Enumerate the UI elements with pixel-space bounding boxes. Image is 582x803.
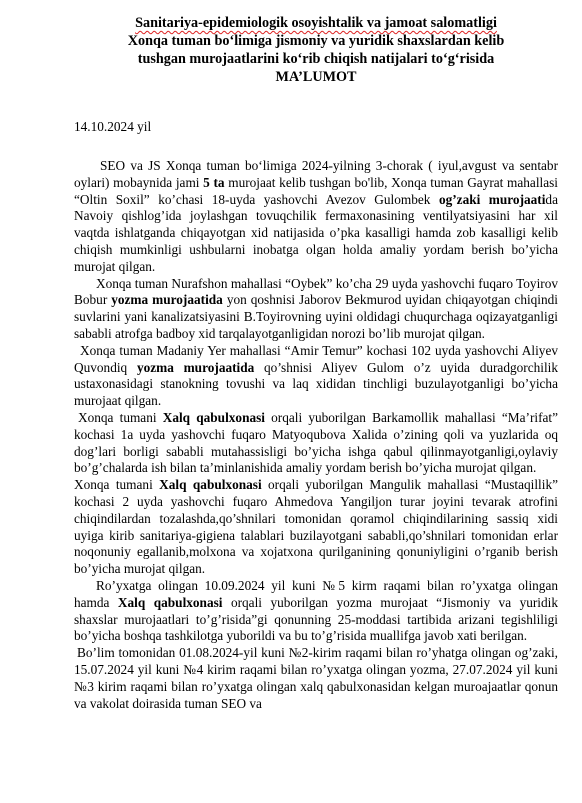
title-line-1 — [74, 14, 558, 32]
p4-text-a: Xonqa tumani — [78, 409, 163, 425]
p6-text-a: Ro’yxatga olingan 10.09.2024 yil kuni №5 kirm raqami bilan ro’yxatga olingan hamda — [74, 577, 558, 610]
p4-text-c: orqali yuborilgan Barkamollik mahallasi “Ma’rifat” kochasi 1a uyda yashovchi fuqaro Matyoqubova Xalida o’zining qoli va yuzlarida oq dog’lari borligi sababli mutahassisligi bo’yicha ishga qabul qilinmayotganligi,oylaviy bo’g’chalarda ish bilan ta’minlanishida amaliy yordam berish bo’yicha murojat qilgan. — [74, 409, 558, 476]
paragraph-7 — [74, 645, 558, 712]
title-line-4: MA’LUMOT — [275, 69, 357, 85]
p5-reception: Xalq qabulxonasi — [159, 477, 262, 493]
p2-text-a: Xonqa tuman Nurafshon mahallasi “Oybek” ko’cha 29 uyda yashovchi fuqaro Toyirov Bobur — [74, 275, 558, 308]
document-title — [74, 14, 558, 86]
p1-text-a: SEO va JS Xonqa tuman bo‘limiga 2024-yilning 3-chorak ( iyul,avgust va sentabr oylari) mobaynida jami — [74, 158, 558, 190]
document-page — [74, 14, 558, 712]
title-line-3: tushgan murojaatlarini ko‘rib chiqish natijalari to‘g‘risida — [137, 51, 495, 67]
p2-text-c: yon qoshnisi Jaborov Bekmurod uyidan chiqayotgan chiqindi suvlarini yani kanalizatsiyasini B.Toyirovning uyini oldidagi chuqurchaga oqizayatganligi sababli atrofga badboy xid tarqalayotganligidan norozi bo’lib murojat qilgan. — [74, 292, 558, 341]
p3-written-request: yozma murojaatida — [136, 359, 255, 375]
paragraph-3 — [74, 343, 558, 410]
p7-text-a: Bo’lim tomonidan 01.08.2024-yil kuni №2-kirim raqami bilan ro’yhatga olingan og’zaki, 15.07.2024 yil kuni №4 kirim raqami bilan ro’yxatga olingan yozma, 27.07.2024 yil kuni №3 kirim raqami bilan ro’yxatga olingan xalq qabulxonasidan kelgan muroajaatlar qonun va vakolat doirasida tuman SEO va — [74, 645, 558, 711]
p5-text-a: Xonqa tumani — [74, 477, 160, 493]
document-date: 14.10.2024 yil — [74, 119, 152, 134]
paragraph-5 — [74, 477, 558, 578]
p1-oral-request: og’zaki murojaati — [438, 191, 546, 207]
paragraph-6 — [74, 578, 558, 645]
p3-text-a: Xonqa tuman Madaniy Yer mahallasi “Amir Temur” kochasi 102 uyda yashovchi Aliyev Quvondiq — [74, 342, 558, 375]
p2-written-request: yozma murojaatida — [111, 292, 223, 308]
p1-text-c: murojaat kelib tushgan bo'lib, Xonqa tuman Gayrat mahallasi “Oltin Soxil” ko’chasi 18-uyda yashovchi Avezov Gulombek — [74, 174, 558, 207]
paragraph-2 — [74, 276, 558, 343]
p6-text-c: orqali yuborilgan yozma murojaat “Jismoniy va yuridik shaxslar murojaatlari to’g’risida”gi qonunning 25-moddasi tartibida arizani tegishliligi bo’yicha boshqa tashkilotga yuborildi va bu to’g’risida muallifga javob xati berilgan. — [74, 594, 558, 644]
p1-count: 5 ta — [203, 174, 225, 190]
p3-text-c: qo’shnisi Aliyev Gulom o’z uyida duradgorchilik ustaxonasidagi stanokning tovushi va laq xididan tinchligi buzulayotganligi bo’yicha murojaat qilgan. — [74, 359, 558, 409]
title-line-1-text: Sanitariya-epidemiologik osoyishtalik va jamoat salomatligi — [135, 15, 497, 31]
p5-text-c: orqali yuborilgan Mangulik mahallasi “Mustaqillik” kochasi 2 uyda yashovchi fuqaro Ahmedova Yangiljon turar joyini tevarak atrofini chiqindilardan tozalashda,qo’shnilari tomonidan qoramol chiqindilarining sassiq xidi uyiga kirib sanitariya-gigiena talablari buzilayotgani sababli,qo’shnilari tomonidan erlar noqonuniy egallanib,molxona va xojatxona qurilganining qonuniyligini o’rganib berish bo’yicha murojat qilgan. — [74, 477, 558, 577]
paragraph-1 — [74, 158, 558, 276]
title-line-2: Xonqa tuman bo‘limiga jismoniy va yuridik shaxslardan kelib — [127, 33, 505, 49]
p4-reception: Xalq qabulxonasi — [162, 409, 265, 425]
paragraph-4 — [74, 410, 558, 477]
p6-reception: Xalq qabulxonasi — [117, 594, 223, 610]
p1-text-e: da Navoiy qishlog’ida joylashgan tovuqchilik fermaxonasining ventilyatsiyasini har xil vaqtda ishlatganda chiqayotgan xid natijasida o’pka kasalligi hamda zob kasalligi kelib chiqish mumkinligi ushbularni inobatga olgan holda amaliy yordam berish bo’yicha murojat qilgan. — [74, 191, 558, 274]
